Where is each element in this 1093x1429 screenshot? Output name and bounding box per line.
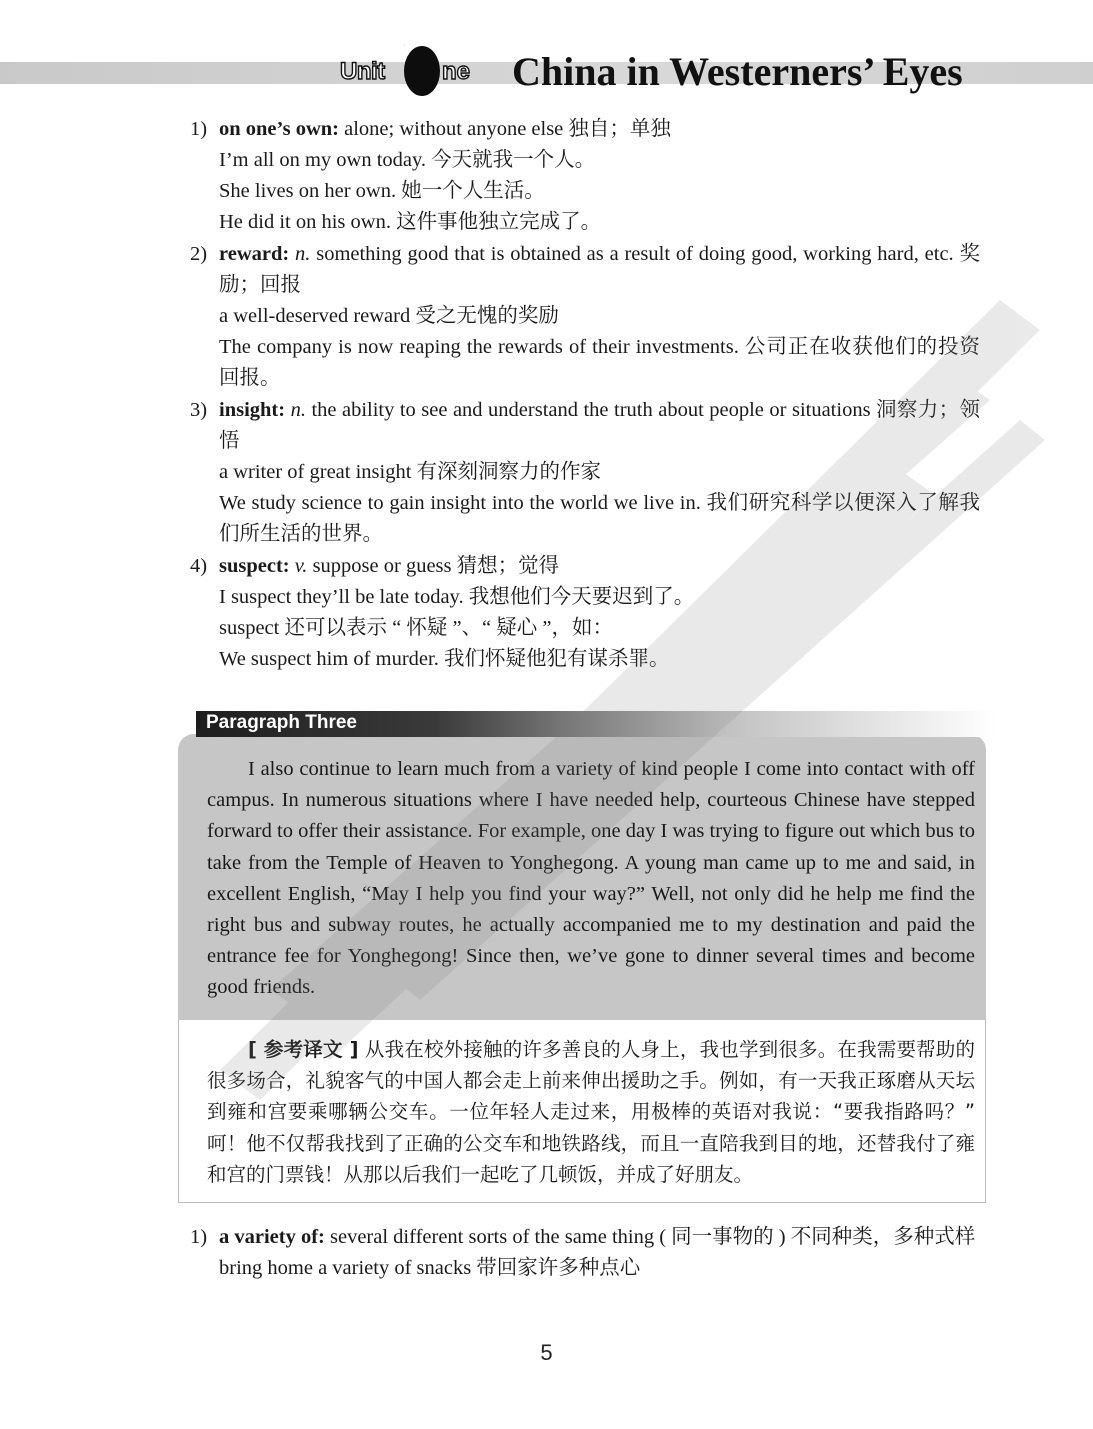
entry-example: a well-deserved reward 受之无愧的奖励: [219, 305, 559, 327]
vocab-entry: [190, 114, 980, 238]
entry-headword: a variety of:: [219, 1226, 325, 1248]
entry-number: 1): [190, 1226, 208, 1248]
entry-number: 4): [190, 555, 208, 577]
entry-definition: something good that is obtained as a result of doing good, working hard, etc. 奖励；回报: [219, 243, 980, 296]
vocab-entry: [190, 1222, 980, 1284]
entry-example: The company is now reaping the rewards of their investments. 公司正在收获他们的投资回报。: [219, 336, 980, 389]
entry-example: She lives on her own. 她一个人生活。: [219, 180, 545, 202]
entry-headword: insight:: [219, 399, 286, 421]
unit-number-suffix: ne: [442, 58, 471, 85]
translation-body: 从我在校外接触的许多善良的人身上，我也学到很多。在我需要帮助的很多场合，礼貌客气的中国人都会走上前来伸出援助之手。例如，有一天我正琢磨从天坛到雍和宫要乘哪辆公交车。一位年轻人走过来，用极棒的英语对我说：“要我指路吗？” 呵！他不仅帮我找到了正确的公交车和地铁路线，而且一直陪我到目的地，还替我付了雍和宫的门票钱！从那以后我们一起吃了几顿饭，并成了好朋友。: [207, 1038, 975, 1186]
unit-title: China in Westerners’ Eyes: [512, 49, 963, 94]
unit-number-letter: O: [404, 46, 440, 96]
entry-pos: n.: [290, 399, 306, 421]
entry-pos: n.: [295, 243, 311, 265]
page-number: 5: [540, 1340, 553, 1365]
vocab-entry: [190, 551, 980, 675]
unit-label: Unit: [340, 58, 385, 85]
paragraph-label: Paragraph Three: [206, 712, 357, 733]
paragraph-text: I also continue to learn much from a variety of kind people I come into contact with off campus. In numerous situations where I have needed help, courteous Chinese have stepped forward to offer their assistance. For example, one day I was trying to figure out which bus to take from the Temple of Heaven to Yonghegong. A young man came up to me and said, in excellent English, “May I help you find your way?” Well, not only did he help me find the right bus and subway routes, he actually accompanied me to my destination and paid the entrance fee for Yonghegong! Since then, we’ve gone to dinner several times and become good friends.: [207, 758, 975, 999]
entry-number: 1): [190, 118, 208, 140]
entry-pos: v.: [294, 555, 308, 577]
entry-example: He did it on his own. 这件事他独立完成了。: [219, 211, 602, 233]
entry-number: 2): [190, 243, 208, 265]
entry-definition: several different sorts of the same thing ( 同一事物的 ) 不同种类，多种式样: [330, 1226, 976, 1248]
paragraph-tab: [196, 711, 996, 737]
entry-definition: suppose or guess 猜想；觉得: [312, 555, 560, 577]
translation-text: [207, 1034, 975, 1190]
entry-number: 3): [190, 399, 208, 421]
entry-example: We study science to gain insight into the world we live in. 我们研究科学以便深入了解我们所生活的世界。: [219, 492, 980, 545]
entry-definition: the ability to see and understand the truth about people or situations 洞察力；领悟: [219, 399, 981, 452]
vocab-entry: [190, 239, 980, 394]
entry-example: I’m all on my own today. 今天就我一个人。: [219, 149, 596, 171]
entry-example: a writer of great insight 有深刻洞察力的作家: [219, 461, 602, 483]
entry-example: We suspect him of murder. 我们怀疑他犯有谋杀罪。: [219, 648, 670, 670]
entry-headword: on one’s own:: [219, 118, 339, 140]
entry-headword: reward:: [219, 243, 290, 265]
entry-example: suspect 还可以表示 “ 怀疑 ”、“ 疑心 ”，如：: [219, 617, 613, 639]
entry-example: bring home a variety of snacks 带回家许多种点心: [219, 1257, 641, 1279]
translation-label: [ 参考译文 ]: [248, 1038, 359, 1061]
vocab-entry: [190, 395, 980, 550]
entry-headword: suspect:: [219, 555, 290, 577]
entry-example: I suspect they’ll be late today. 我想他们今天要迟到了。: [219, 586, 695, 608]
entry-definition: alone; without anyone else 独自；单独: [344, 118, 671, 140]
